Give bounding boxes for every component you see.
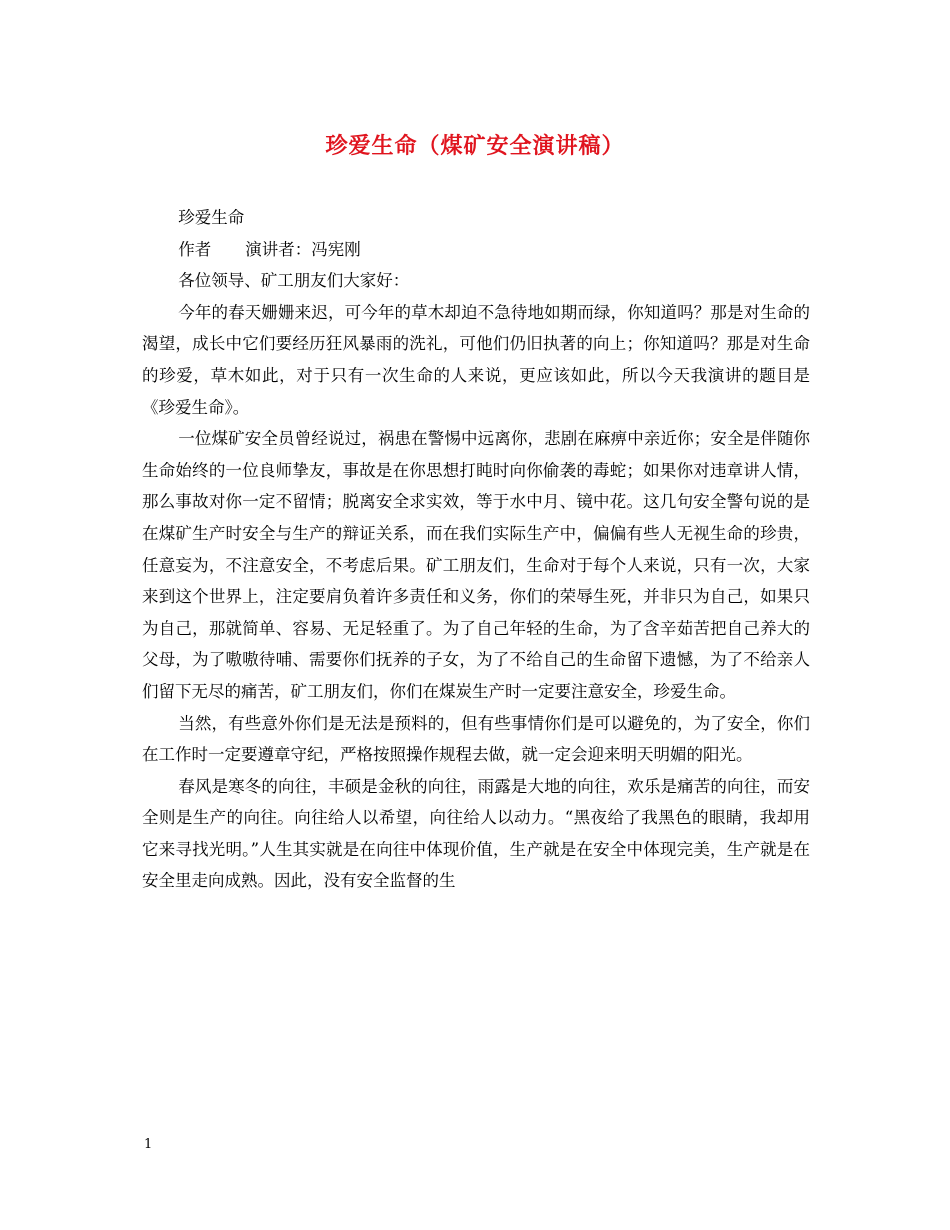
paragraph-1: 今年的春天姗姗来迟，可今年的草木却迫不急待地如期而绿，你知道吗？那是对生命的渴望，成长中它们要经历狂风暴雨的洗礼，可他们仍旧执著的向上；你知道吗？那是对生命的珍爱，草木如此，对于只有一次生命的人来说，更应该如此，所以今天我演讲的题目是《珍爱生命》。 xyxy=(142,302,810,417)
author-value: 演讲者：冯宪刚 xyxy=(245,239,361,259)
author-line xyxy=(142,234,810,266)
paragraph-3: 当然，有些意外你们是无法是预料的，但有些事情你们是可以避免的，为了安全，你们在工作时一定要遵章守纪，严格按照操作规程去做，就一定会迎来明天明媚的阳光。 xyxy=(142,713,810,765)
author-label: 作者 xyxy=(178,239,212,259)
document-title: 珍爱生命（煤矿安全演讲稿） xyxy=(325,133,625,159)
speech-subtitle: 珍爱生命 xyxy=(178,208,245,227)
greeting: 各位领导、矿工朋友们大家好： xyxy=(178,271,410,291)
document-body xyxy=(142,202,810,897)
page-number: 1 xyxy=(144,1137,153,1152)
paragraph-4: 春风是寒冬的向往，丰硕是金秋的向往，雨露是大地的向往，欢乐是痛苦的向往，而安全则是生产的向往。向往给人以希望，向往给人以动力。“黑夜给了我黑色的眼睛，我却用它来寻找光明。”人生其实就是在向往中体现价值，生产就是在安全中体现完美，生产就是在安全里走向成熟。因此，没有安全监督的生 xyxy=(142,776,810,891)
paragraph-2: 一位煤矿安全员曾经说过，祸患在警惕中远离你，悲剧在麻痹中亲近你；安全是伴随你生命始终的一位良师挚友，事故是在你思想打盹时向你偷袭的毒蛇；如果你对违章讲人情，那么事故对你一定不留情；脱离安全求实效，等于水中月、镜中花。这几句安全警句说的是在煤矿生产时安全与生产的辩证关系，而在我们实际生产中，偏偏有些人无视生命的珍贵，任意妄为，不注意安全，不考虑后果。矿工朋友们，生命对于每个人来说，只有一次，大家来到这个世界上，注定要肩负着许多责任和义务，你们的荣辱生死，并非只为自己，如果只为自己，那就简单、容易、无足轻重了。为了自己年轻的生命，为了含辛茹苦把自己养大的父母，为了嗷嗷待哺、需要你们抚养的子女，为了不给自己的生命留下遗憾，为了不给亲人们留下无尽的痛苦，矿工朋友们，你们在煤炭生产时一定要注意安全，珍爱生命。 xyxy=(142,429,810,701)
